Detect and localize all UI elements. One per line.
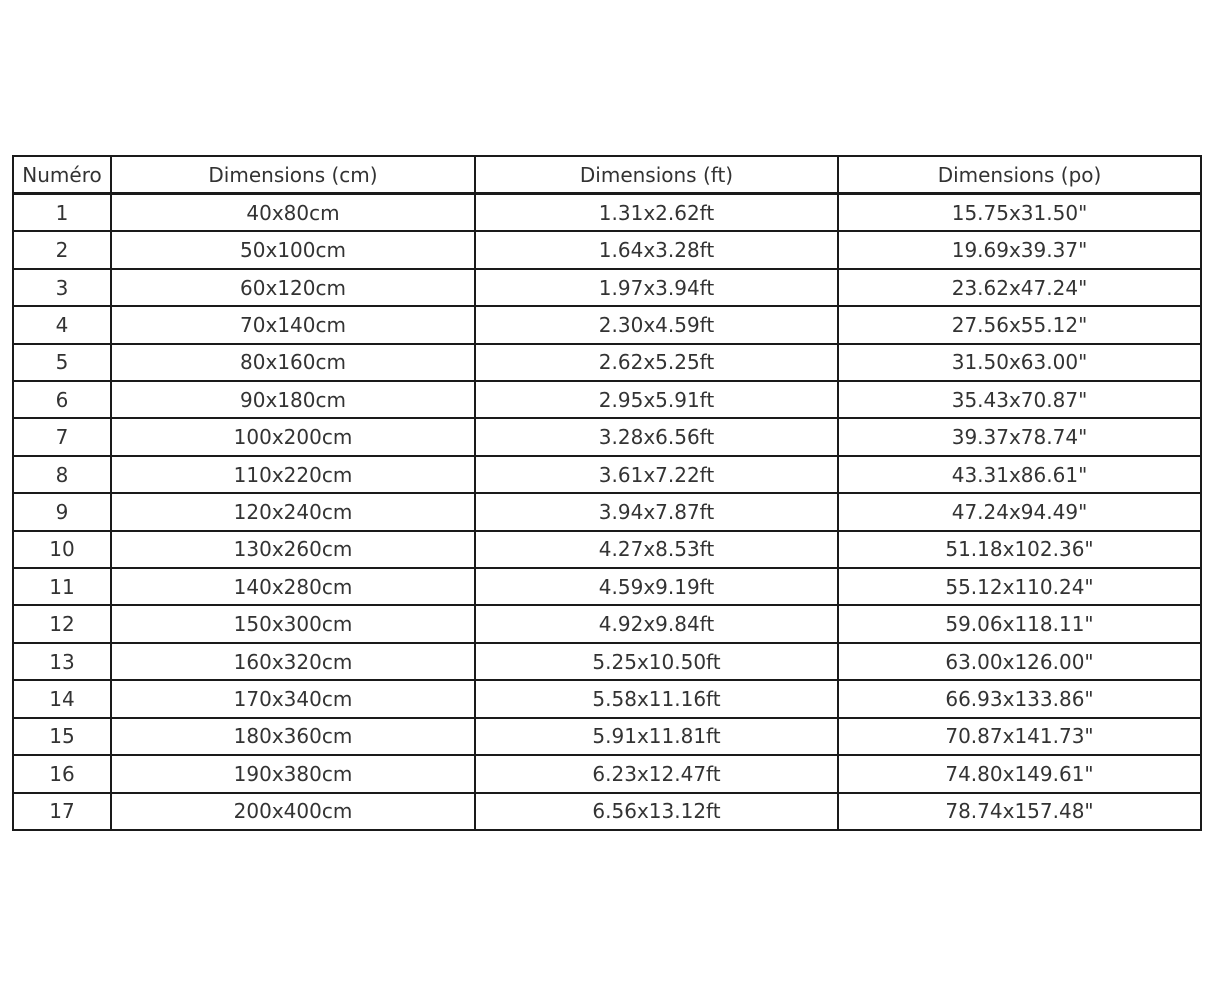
cell-dimensions-ft: 4.59x9.19ft <box>475 568 838 605</box>
cell-dimensions-cm: 40x80cm <box>111 194 475 232</box>
cell-dimensions-po: 31.50x63.00" <box>838 344 1201 381</box>
table-row <box>13 269 1201 306</box>
cell-dimensions-cm: 60x120cm <box>111 269 475 306</box>
cell-numero: 11 <box>13 568 111 605</box>
table-row <box>13 568 1201 605</box>
cell-dimensions-po: 59.06x118.11" <box>838 605 1201 642</box>
cell-dimensions-cm: 140x280cm <box>111 568 475 605</box>
cell-dimensions-po: 51.18x102.36" <box>838 531 1201 568</box>
table-row <box>13 456 1201 493</box>
cell-numero: 6 <box>13 381 111 418</box>
table-row <box>13 493 1201 530</box>
cell-dimensions-po: 43.31x86.61" <box>838 456 1201 493</box>
cell-dimensions-ft: 5.58x11.16ft <box>475 680 838 717</box>
cell-dimensions-ft: 2.95x5.91ft <box>475 381 838 418</box>
column-header-dimensions-ft: Dimensions (ft) <box>475 156 838 194</box>
cell-dimensions-po: 70.87x141.73" <box>838 718 1201 755</box>
column-header-dimensions-po: Dimensions (po) <box>838 156 1201 194</box>
cell-numero: 17 <box>13 793 111 831</box>
table-row <box>13 680 1201 717</box>
cell-dimensions-cm: 190x380cm <box>111 755 475 792</box>
table-row <box>13 755 1201 792</box>
cell-dimensions-ft: 5.91x11.81ft <box>475 718 838 755</box>
table-row <box>13 231 1201 268</box>
cell-dimensions-cm: 70x140cm <box>111 306 475 343</box>
cell-dimensions-po: 74.80x149.61" <box>838 755 1201 792</box>
table-body <box>13 194 1201 831</box>
cell-dimensions-po: 23.62x47.24" <box>838 269 1201 306</box>
cell-dimensions-po: 15.75x31.50" <box>838 194 1201 232</box>
cell-dimensions-cm: 170x340cm <box>111 680 475 717</box>
header-row <box>13 156 1201 194</box>
cell-dimensions-ft: 2.30x4.59ft <box>475 306 838 343</box>
cell-dimensions-ft: 6.23x12.47ft <box>475 755 838 792</box>
cell-dimensions-ft: 1.97x3.94ft <box>475 269 838 306</box>
cell-dimensions-ft: 3.94x7.87ft <box>475 493 838 530</box>
cell-numero: 10 <box>13 531 111 568</box>
cell-dimensions-po: 39.37x78.74" <box>838 418 1201 455</box>
cell-dimensions-po: 47.24x94.49" <box>838 493 1201 530</box>
cell-dimensions-po: 35.43x70.87" <box>838 381 1201 418</box>
cell-numero: 8 <box>13 456 111 493</box>
cell-dimensions-cm: 180x360cm <box>111 718 475 755</box>
cell-numero: 9 <box>13 493 111 530</box>
cell-dimensions-cm: 200x400cm <box>111 793 475 831</box>
cell-dimensions-ft: 2.62x5.25ft <box>475 344 838 381</box>
table-row <box>13 306 1201 343</box>
cell-numero: 2 <box>13 231 111 268</box>
cell-dimensions-ft: 1.31x2.62ft <box>475 194 838 232</box>
cell-numero: 3 <box>13 269 111 306</box>
cell-dimensions-ft: 4.27x8.53ft <box>475 531 838 568</box>
cell-dimensions-cm: 130x260cm <box>111 531 475 568</box>
cell-numero: 1 <box>13 194 111 232</box>
cell-dimensions-ft: 3.61x7.22ft <box>475 456 838 493</box>
cell-dimensions-cm: 100x200cm <box>111 418 475 455</box>
cell-dimensions-cm: 160x320cm <box>111 643 475 680</box>
cell-dimensions-po: 27.56x55.12" <box>838 306 1201 343</box>
cell-dimensions-cm: 80x160cm <box>111 344 475 381</box>
cell-dimensions-ft: 1.64x3.28ft <box>475 231 838 268</box>
cell-numero: 16 <box>13 755 111 792</box>
column-header-numero: Numéro <box>13 156 111 194</box>
dimensions-conversion-table <box>12 155 1202 831</box>
table-row <box>13 793 1201 831</box>
cell-dimensions-cm: 150x300cm <box>111 605 475 642</box>
table-row <box>13 531 1201 568</box>
table-row <box>13 605 1201 642</box>
cell-dimensions-po: 19.69x39.37" <box>838 231 1201 268</box>
cell-dimensions-ft: 4.92x9.84ft <box>475 605 838 642</box>
table-row <box>13 718 1201 755</box>
cell-dimensions-po: 78.74x157.48" <box>838 793 1201 831</box>
cell-numero: 7 <box>13 418 111 455</box>
column-header-dimensions-cm: Dimensions (cm) <box>111 156 475 194</box>
table-row <box>13 194 1201 232</box>
cell-numero: 13 <box>13 643 111 680</box>
cell-numero: 15 <box>13 718 111 755</box>
cell-dimensions-ft: 3.28x6.56ft <box>475 418 838 455</box>
cell-numero: 12 <box>13 605 111 642</box>
cell-numero: 14 <box>13 680 111 717</box>
cell-dimensions-po: 63.00x126.00" <box>838 643 1201 680</box>
cell-dimensions-cm: 50x100cm <box>111 231 475 268</box>
table-row <box>13 381 1201 418</box>
cell-numero: 4 <box>13 306 111 343</box>
table-row <box>13 643 1201 680</box>
table-row <box>13 418 1201 455</box>
cell-dimensions-cm: 90x180cm <box>111 381 475 418</box>
table-row <box>13 344 1201 381</box>
cell-dimensions-ft: 5.25x10.50ft <box>475 643 838 680</box>
cell-dimensions-po: 55.12x110.24" <box>838 568 1201 605</box>
cell-numero: 5 <box>13 344 111 381</box>
cell-dimensions-cm: 110x220cm <box>111 456 475 493</box>
cell-dimensions-cm: 120x240cm <box>111 493 475 530</box>
cell-dimensions-po: 66.93x133.86" <box>838 680 1201 717</box>
cell-dimensions-ft: 6.56x13.12ft <box>475 793 838 831</box>
